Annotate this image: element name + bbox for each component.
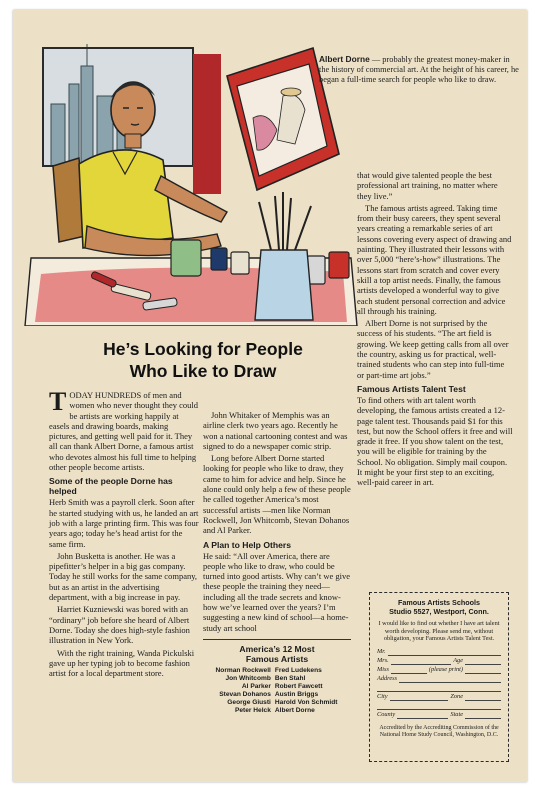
article-column-1	[49, 387, 199, 680]
state-field[interactable]	[465, 711, 501, 719]
caption-name: Albert Dorne	[319, 54, 370, 64]
artist-name: Robert Fawcett	[274, 682, 323, 690]
illustration-caption	[319, 54, 519, 86]
famous-artists-box	[203, 639, 351, 715]
caption-text: — probably the greatest money-maker in the history of commercial art. At the height of his career, he began a full-time search for people who like to draw.	[319, 55, 519, 85]
paragraph: The famous artists agreed. Taking time from their busy careers, they spent several years creating a remarkable series of art lessons covering every aspect of drawing and painting. They illustrated their lessons with over 5,000 “here’s-how” illustrations. The lessons start from scratch and cover every skill a top artist needs. Finally, the famous artists developed a wonderful way to give each student personal correction and advice all through his training.	[357, 202, 512, 316]
name-field[interactable]	[388, 648, 501, 656]
mail-coupon[interactable]	[369, 592, 509, 762]
paragraph: that would give talented people the best professional art training, no matter where they live.”	[357, 170, 498, 201]
county-field[interactable]	[397, 711, 448, 719]
article-column-3	[357, 170, 513, 490]
paragraph: To find others with art talent worth developing, the famous artists created a 12-page talent test. Thousands paid $1 for this test, but now the School offers it free and will grade it free. If you show talent on the test, you will be eligible for training by the School. No obligation. Simply mail coupon. It might be your first step to an exciting, well-paid career in art.	[357, 394, 513, 488]
red-curtain	[193, 54, 221, 194]
artist-name: George Giusti	[227, 698, 271, 706]
paragraph: Herb Smith was a payroll clerk. Soon after he started studying with us, he landed an art job with a large printing firm. This was four years ago; today he’s head artist for the same firm.	[49, 497, 199, 549]
artist-name: Peter Helck	[234, 706, 271, 714]
paragraph: Albert Dorne is not surprised by the success of his students. “The art field is growing. We keep getting calls from all over the country, asking us for practical, well-trained students who can step into full-time or part-time art jobs.”	[357, 318, 509, 380]
brushes	[259, 192, 311, 250]
accreditation-note: Accredited by the Accrediting Commission of the National Home Study Council, Washington, D.C.	[379, 724, 499, 738]
subhead-plan: A Plan to Help Others	[203, 539, 292, 550]
coupon-text: I would like to find out whether I have art talent worth developing. Please send me, without obligation, your Famous Artists Talent Test.	[378, 620, 500, 643]
coupon-fields: Mr. Mrs. Age Miss (please print) Address City Zone County State	[377, 648, 501, 719]
subhead-dorne-helped: Some of the people Dorne has helped	[49, 476, 173, 497]
paragraph: John Whitaker of Memphis was an airline clerk two years ago. Recently he won a national cartooning contest and was signed to do a newspaper comic strip.	[203, 410, 348, 451]
artist-name: Al Parker	[241, 682, 271, 690]
headline	[57, 338, 349, 382]
brush-jar	[255, 250, 313, 320]
age-field[interactable]	[465, 657, 501, 665]
intro-paragraph: TODAY HUNDREDS of men and women who never thought they could be artists are working happily at easels and drawing boards, making pictures, and getting well paid for it. They all can thank Albert Dorne, a famous artist who devotes almost his full time to helping other people become artists.	[49, 387, 198, 473]
magazine-page	[13, 10, 527, 782]
artist-name: Austin Briggs	[274, 690, 319, 698]
artist-row	[203, 683, 351, 691]
famous-artists-title: America’s 12 Most Famous Artists	[239, 643, 315, 664]
artist-row	[203, 699, 351, 707]
subhead-talent-test: Famous Artists Talent Test	[357, 383, 466, 394]
artist-name: Stevan Dohanos	[219, 690, 271, 698]
artist-name: Norman Rockwell	[215, 666, 271, 674]
artist-name: Jon Whitcomb	[225, 674, 271, 682]
city-field[interactable]	[390, 693, 449, 701]
headline-line-1: He’s Looking for People	[103, 339, 303, 359]
artist-name: Ben Stahl	[274, 674, 306, 682]
albert-dorne-illustration	[21, 26, 361, 326]
paragraph: He said: “All over America, there are people who like to draw, who could be turned into good artists. Why can’t we give these people the training they need—including all the trade secrets and know-how we’ve learned over the years? I’m suggesting a new kind of school—a home-study art school	[203, 550, 350, 633]
address-field[interactable]	[399, 675, 501, 683]
coupon-title: Famous Artists Schools Studio 5527, Westport, Conn.	[389, 598, 489, 616]
headline-line-2: Who Like to Draw	[129, 361, 277, 381]
artist-row	[203, 667, 351, 675]
artist-name: Fred Ludekens	[274, 666, 322, 674]
paragraph: With the right training, Wanda Pickulski gave up her typing job to become fashion artist for a local department store.	[49, 647, 195, 679]
artist-row	[203, 691, 351, 699]
zone-field[interactable]	[465, 693, 501, 701]
famous-artists-list	[203, 667, 351, 715]
artist-name: Albert Dorne	[274, 706, 315, 714]
artist-row	[203, 707, 351, 715]
artist-row	[203, 675, 351, 683]
paragraph: John Busketta is another. He was a pipefitter’s helper in a big gas company. Today he still works for the same company, but as an artist in the advertising department, with a big increase in pay.	[49, 550, 198, 603]
paragraph: Harriet Kuzniewski was bored with an “ordinary” job before she heard of Albert Dorne. Today she does high-style fashion illustration in New York.	[49, 604, 190, 646]
article-column-2	[203, 410, 351, 715]
artist-name: Harold Von Schmidt	[274, 698, 338, 706]
drop-cap: T	[49, 387, 67, 416]
paragraph: Long before Albert Dorne started looking for people who like to draw, they came to him for advice and help. Since he alone could only help a few of these people he called together America’s most successful artists —men like Norman Rockwell, Jon Whitcomb, Stevan Dohanos and Al Parker.	[203, 453, 351, 536]
